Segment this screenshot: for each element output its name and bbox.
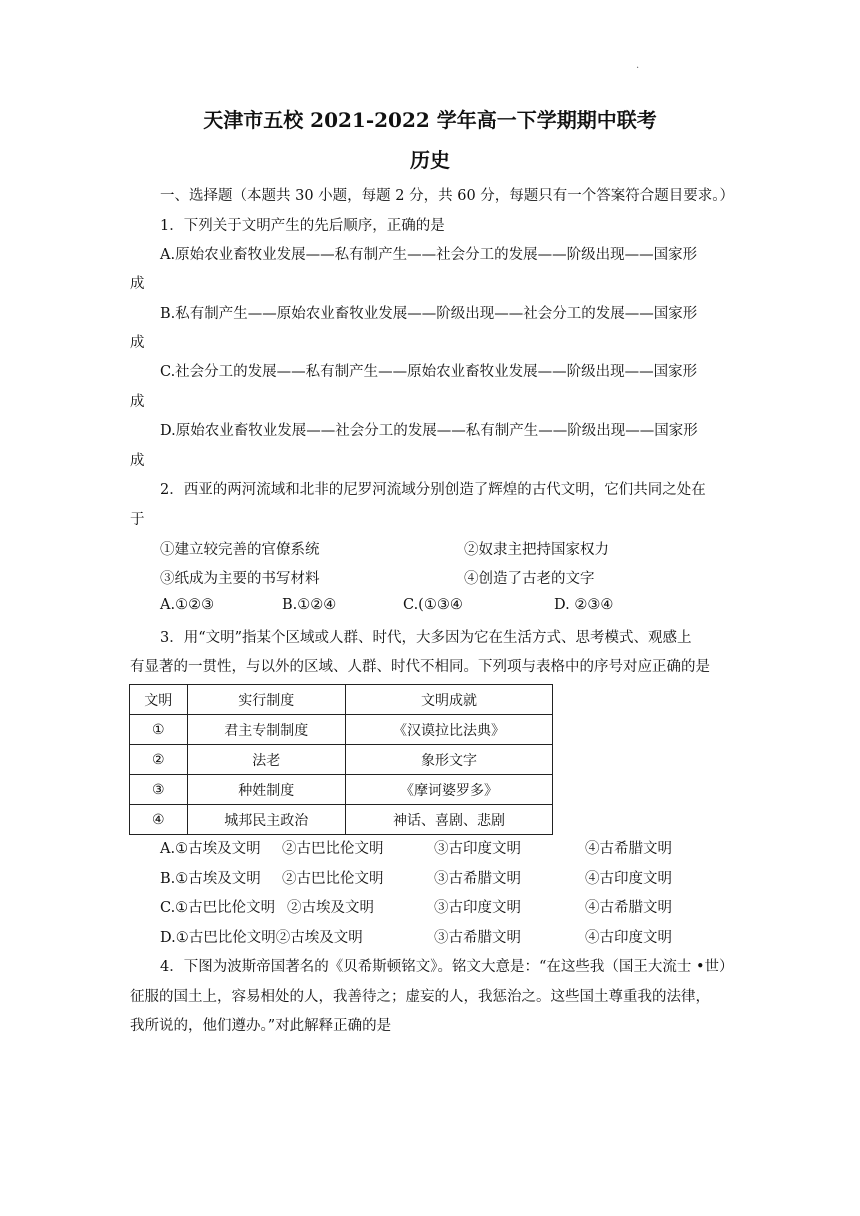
table-header-cell: 文明 [130,685,188,715]
q3-option-b [0,867,860,887]
q1-option-a: A.原始农业畜牧业发展——私有制产生——社会分工的发展——阶级出现——国家形 [160,247,698,263]
q2-options [0,597,860,617]
q2-item-3: ③纸成为主要的书写材料 [160,571,320,587]
q4-line3: 我所说的，他们遵办。”对此解释正确的是 [130,1018,392,1034]
q2-stem-line2: 于 [130,512,145,528]
q1-option-b: B.私有制产生——原始农业畜牧业发展——阶级出现——社会分工的发展——国家形 [160,306,698,322]
exam-title: 天津市五校 2021-2022 学年高一下学期期中联考 [203,108,657,132]
q1-option-d-wrap: 成 [130,453,145,469]
table-header-cell: 实行制度 [187,685,345,715]
q2-item-2: ②奴隶主把持国家权力 [464,542,609,558]
q1-option-b-wrap: 成 [130,335,145,351]
q3-option-d [0,926,860,946]
section-heading: 一、选择题（本题共 30 小题，每题 2 分，共 60 分，每题只有一个答案符合题目要求。） [160,188,735,204]
q4-line1: 4．下图为波斯帝国著名的《贝希斯顿铭文》。铭文大意是：“在这些我（国王大流士 •世） [160,959,734,975]
q3-option-c-part: ④古希腊文明 [585,900,672,916]
table-row [130,805,553,835]
subject-title: 历史 [410,148,450,172]
q3-stem-line1: 3．用“文明”指某个区域或人群、时代，大多因为它在生活方式、思考模式、观感上 [160,630,692,646]
q1-stem: 1．下列关于文明产生的先后顺序，正确的是 [160,218,445,234]
q2-items-row1 [0,538,860,558]
q3-option-d-part: ③古希腊文明 [434,930,521,946]
civilization-table [129,684,553,835]
q3-option-c-part: ②古埃及文明 [287,900,374,916]
table-cell: ④ [130,805,188,835]
q2-option-d: D. ②③④ [554,597,614,613]
q3-option-b-part: ④古印度文明 [585,871,672,887]
table-row [130,745,553,775]
table-row [130,715,553,745]
table-header-cell: 文明成就 [345,685,552,715]
q1-option-a-wrap: 成 [130,276,145,292]
q3-option-b-part: B.①古埃及文明 [160,871,261,887]
q3-option-d-part: D.①古巴比伦文明②古埃及文明 [160,930,363,946]
table-cell: 城邦民主政治 [187,805,345,835]
q3-option-a-part: ④古希腊文明 [585,841,672,857]
header-mark: . [636,60,640,71]
table-header-row [130,685,553,715]
q3-option-c-part: ③古印度文明 [434,900,521,916]
q3-option-c [0,896,860,916]
q1-option-d: D.原始农业畜牧业发展——社会分工的发展——私有制产生——阶级出现——国家形 [160,423,698,439]
q2-item-1: ①建立较完善的官僚系统 [160,542,320,558]
table-cell: 君主专制制度 [187,715,345,745]
q3-option-c-part: C.①古巴比伦文明 [160,900,276,916]
q2-stem-line1: 2．西亚的两河流域和北非的尼罗河流域分别创造了辉煌的古代文明，它们共同之处在 [160,482,706,498]
table-cell: 种姓制度 [187,775,345,805]
table-cell: 《汉谟拉比法典》 [345,715,552,745]
q2-option-b: B.①②④ [282,597,337,613]
q1-option-c: C.社会分工的发展——私有制产生——原始农业畜牧业发展——阶级出现——国家形 [160,364,698,380]
q4-line2: 征服的国土上，容易相处的人，我善待之；虚妄的人，我惩治之。这些国土尊重我的法律， [130,989,710,1005]
q2-option-a: A.①②③ [160,597,215,613]
q2-item-4: ④创造了古老的文字 [464,571,595,587]
q1-option-c-wrap: 成 [130,394,145,410]
q2-option-c: C.(①③④ [403,597,463,613]
q3-option-a-part: A.①古埃及文明 [160,841,261,857]
q3-stem-line2: 有显著的一贯性，与以外的区域、人群、时代不相同。下列项与表格中的序号对应正确的是 [130,659,710,675]
table-row [130,775,553,805]
q3-option-d-part: ④古印度文明 [585,930,672,946]
table-cell: ① [130,715,188,745]
q3-option-b-part: ②古巴比伦文明 [282,871,384,887]
q3-option-a [0,837,860,857]
table-cell: ② [130,745,188,775]
table-cell: 法老 [187,745,345,775]
q2-items-row2 [0,567,860,587]
table-cell: 神话、喜剧、悲剧 [345,805,552,835]
table-cell: ③ [130,775,188,805]
q3-option-a-part: ②古巴比伦文明 [282,841,384,857]
q3-option-a-part: ③古印度文明 [434,841,521,857]
table-cell: 《摩诃婆罗多》 [345,775,552,805]
q3-option-b-part: ③古希腊文明 [434,871,521,887]
table-cell: 象形文字 [345,745,552,775]
